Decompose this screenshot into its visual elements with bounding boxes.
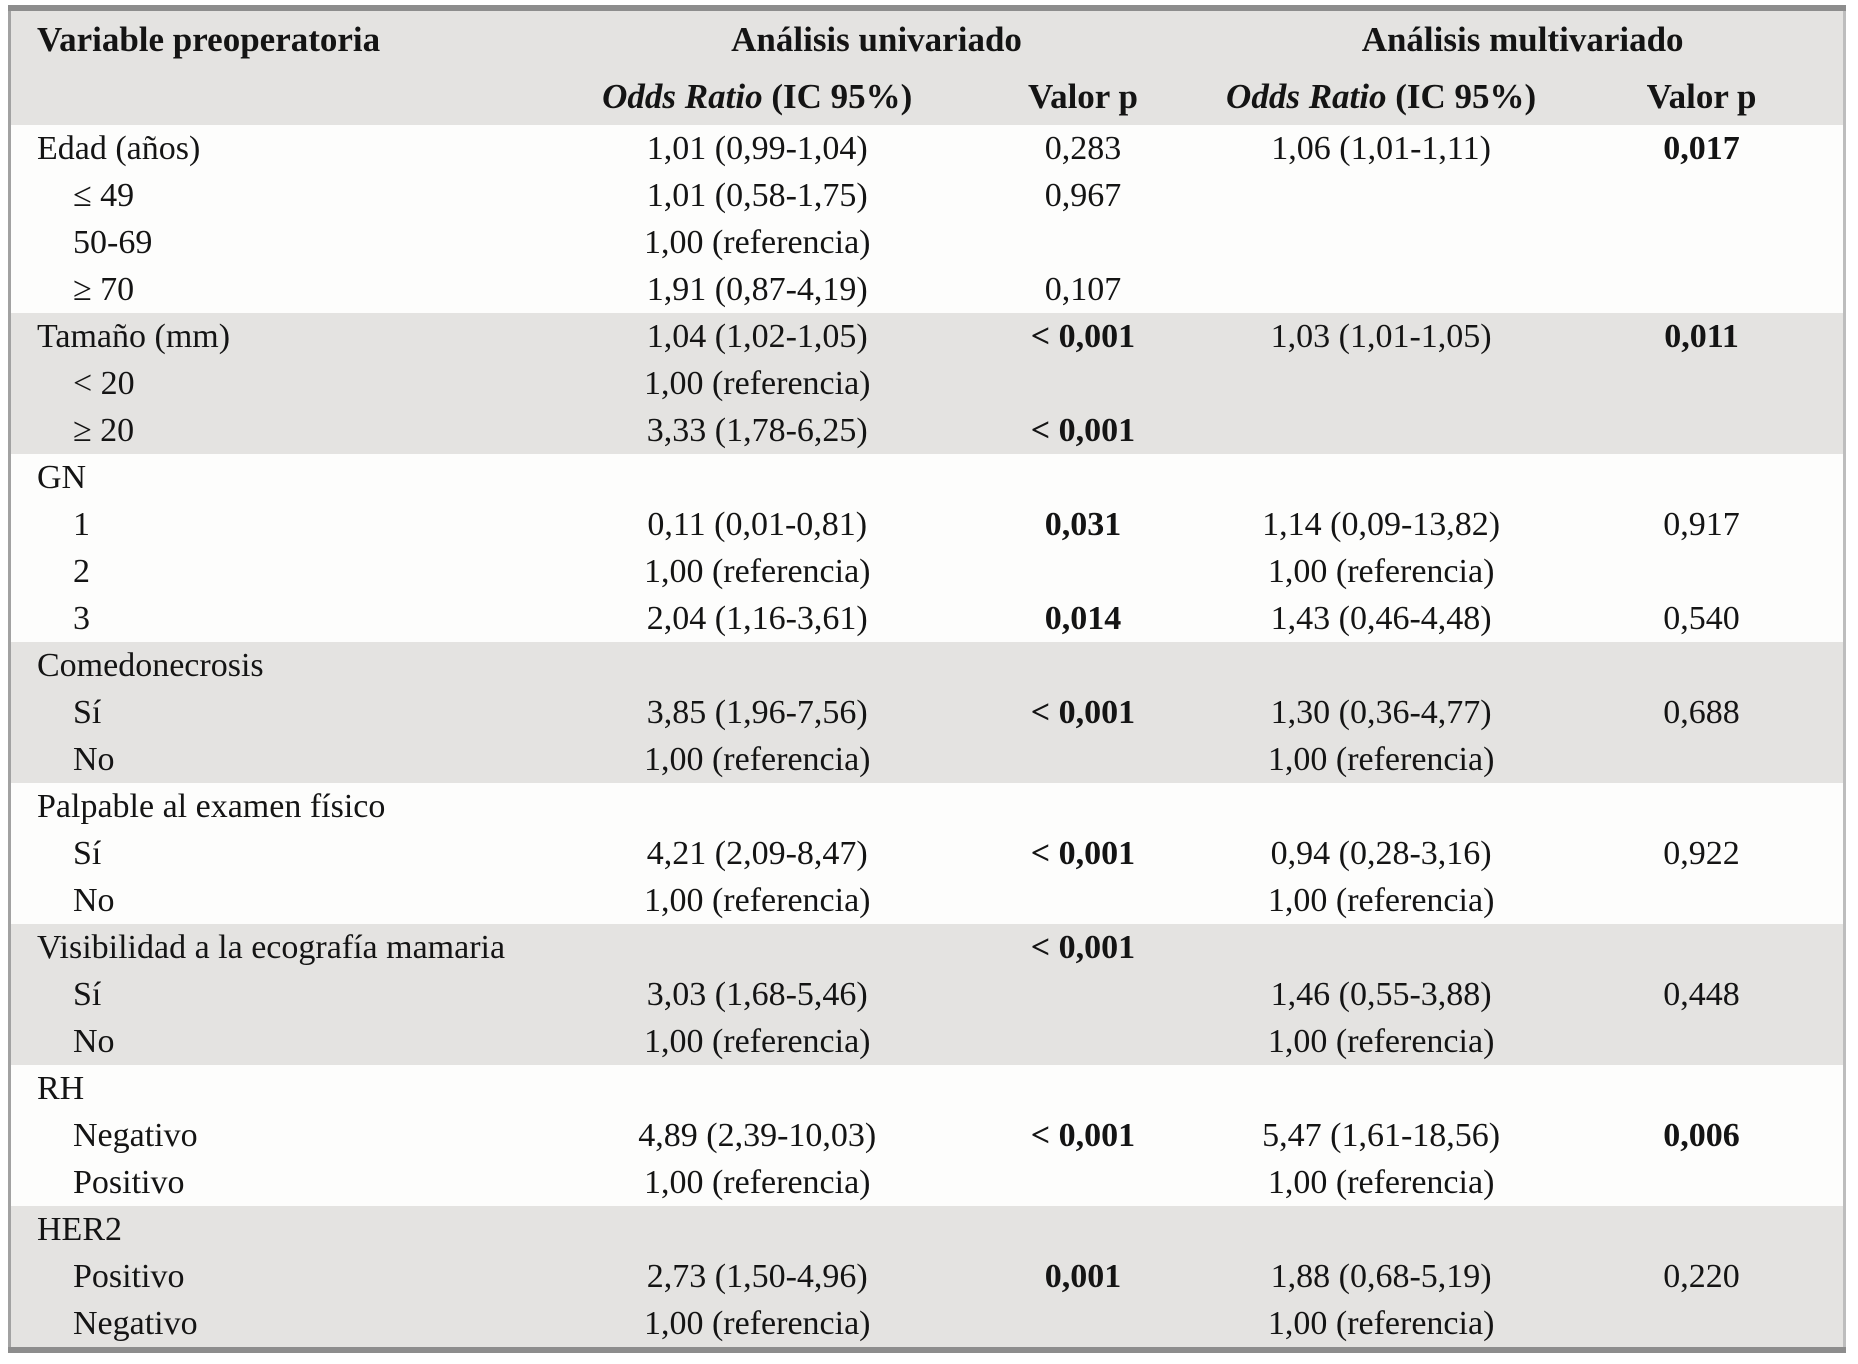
multi-p-value-cell: [1560, 407, 1844, 454]
variable-cell: Negativo: [10, 1300, 551, 1350]
multi-p-value-cell: 0,011: [1560, 313, 1844, 360]
variable-cell: Palpable al examen físico: [10, 783, 551, 830]
uni-p-value-cell: [964, 783, 1203, 830]
uni-p-value-cell: < 0,001: [964, 924, 1203, 971]
uni-p-value-cell: < 0,001: [964, 689, 1203, 736]
variable-cell: ≥ 70: [10, 266, 551, 313]
variable-cell: No: [10, 736, 551, 783]
table-body: [10, 125, 1845, 1350]
uni-p-value-cell: < 0,001: [964, 1112, 1203, 1159]
variable-cell: Edad (años): [10, 125, 551, 172]
multi-p-value-cell: [1560, 454, 1844, 501]
multi-odds-ratio-cell: 1,88 (0,68-5,19): [1202, 1253, 1560, 1300]
uni-odds-ratio-cell: 4,89 (2,39-10,03): [551, 1112, 964, 1159]
table-row: [10, 1253, 1845, 1300]
uni-p-value-cell: 0,967: [964, 172, 1203, 219]
uni-p-value-cell: [964, 454, 1203, 501]
table-row: [10, 1300, 1845, 1350]
multi-odds-ratio-cell: 1,00 (referencia): [1202, 1018, 1560, 1065]
column-header-uni-valor-p: Valor p: [964, 68, 1203, 125]
multi-p-value-cell: [1560, 1300, 1844, 1350]
multi-odds-ratio-cell: 1,14 (0,09-13,82): [1202, 501, 1560, 548]
multi-p-value-cell: [1560, 266, 1844, 313]
variable-cell: Positivo: [10, 1159, 551, 1206]
multi-odds-ratio-cell: [1202, 172, 1560, 219]
uni-odds-ratio-cell: 3,03 (1,68-5,46): [551, 971, 964, 1018]
variable-cell: 3: [10, 595, 551, 642]
uni-p-value-cell: [964, 642, 1203, 689]
variable-cell: Negativo: [10, 1112, 551, 1159]
table-row: [10, 595, 1845, 642]
multi-odds-ratio-cell: 1,00 (referencia): [1202, 736, 1560, 783]
uni-p-value-cell: 0,031: [964, 501, 1203, 548]
multi-p-value-cell: [1560, 219, 1844, 266]
multi-odds-ratio-cell: 1,03 (1,01-1,05): [1202, 313, 1560, 360]
variable-cell: Comedonecrosis: [10, 642, 551, 689]
uni-p-value-cell: [964, 360, 1203, 407]
variable-cell: Tamaño (mm): [10, 313, 551, 360]
uni-p-value-cell: [964, 736, 1203, 783]
multi-p-value-cell: 0,448: [1560, 971, 1844, 1018]
uni-p-value-cell: [964, 1065, 1203, 1112]
uni-p-value-cell: 0,107: [964, 266, 1203, 313]
table-row: [10, 1159, 1845, 1206]
multi-p-value-cell: [1560, 360, 1844, 407]
uni-p-value-cell: [964, 971, 1203, 1018]
uni-odds-ratio-cell: [551, 642, 964, 689]
uni-odds-ratio-cell: 1,91 (0,87-4,19): [551, 266, 964, 313]
table-row: [10, 1206, 1845, 1253]
multi-p-value-cell: [1560, 642, 1844, 689]
variable-cell: No: [10, 877, 551, 924]
variable-cell: No: [10, 1018, 551, 1065]
column-header-multivariate: Análisis multivariado: [1202, 8, 1844, 68]
variable-cell: < 20: [10, 360, 551, 407]
variable-cell: HER2: [10, 1206, 551, 1253]
uni-odds-ratio-cell: 1,00 (referencia): [551, 1018, 964, 1065]
table-row: [10, 971, 1845, 1018]
uni-odds-ratio-cell: 1,00 (referencia): [551, 219, 964, 266]
uni-odds-ratio-cell: 1,01 (0,99-1,04): [551, 125, 964, 172]
uni-odds-ratio-cell: [551, 1206, 964, 1253]
multi-p-value-cell: [1560, 1065, 1844, 1112]
multi-p-value-cell: [1560, 736, 1844, 783]
multi-p-value-cell: 0,006: [1560, 1112, 1844, 1159]
multi-odds-ratio-cell: [1202, 360, 1560, 407]
variable-cell: ≤ 49: [10, 172, 551, 219]
column-header-uni-odds-ratio: [551, 68, 964, 125]
table-row: [10, 1018, 1845, 1065]
table-row: [10, 736, 1845, 783]
table-row: [10, 877, 1845, 924]
multi-odds-ratio-cell: [1202, 924, 1560, 971]
multi-odds-ratio-cell: 1,00 (referencia): [1202, 877, 1560, 924]
multi-p-value-cell: 0,688: [1560, 689, 1844, 736]
uni-odds-ratio-cell: 2,04 (1,16-3,61): [551, 595, 964, 642]
multi-odds-ratio-cell: [1202, 1206, 1560, 1253]
variable-cell: ≥ 20: [10, 407, 551, 454]
table-row: [10, 407, 1845, 454]
uni-p-value-cell: < 0,001: [964, 407, 1203, 454]
uni-p-value-cell: 0,001: [964, 1253, 1203, 1300]
uni-odds-ratio-cell: [551, 924, 964, 971]
uni-odds-ratio-cell: 1,00 (referencia): [551, 1300, 964, 1350]
table-row: [10, 1112, 1845, 1159]
multi-p-value-cell: 0,540: [1560, 595, 1844, 642]
multi-odds-ratio-cell: 5,47 (1,61-18,56): [1202, 1112, 1560, 1159]
uni-p-value-cell: < 0,001: [964, 830, 1203, 877]
multi-p-value-cell: [1560, 783, 1844, 830]
table-row: [10, 266, 1845, 313]
header-row-analysis: [10, 8, 1845, 68]
odds-ratio-label: Odds Ratio: [602, 76, 763, 116]
multi-p-value-cell: 0,017: [1560, 125, 1844, 172]
variable-cell: GN: [10, 454, 551, 501]
table-row: [10, 1065, 1845, 1112]
multi-odds-ratio-cell: 1,00 (referencia): [1202, 1159, 1560, 1206]
table-row: [10, 454, 1845, 501]
table-row: [10, 783, 1845, 830]
multi-p-value-cell: [1560, 548, 1844, 595]
uni-odds-ratio-cell: [551, 783, 964, 830]
multi-p-value-cell: [1560, 877, 1844, 924]
uni-p-value-cell: 0,014: [964, 595, 1203, 642]
odds-ratio-table: [8, 5, 1846, 1353]
table-row: [10, 501, 1845, 548]
multi-odds-ratio-cell: [1202, 783, 1560, 830]
table-row: [10, 125, 1845, 172]
variable-cell: 50-69: [10, 219, 551, 266]
ic95-label: (IC 95%): [1386, 76, 1537, 116]
uni-odds-ratio-cell: 1,00 (referencia): [551, 548, 964, 595]
multi-p-value-cell: 0,922: [1560, 830, 1844, 877]
uni-odds-ratio-cell: 3,33 (1,78-6,25): [551, 407, 964, 454]
uni-odds-ratio-cell: 1,00 (referencia): [551, 736, 964, 783]
variable-cell: Sí: [10, 830, 551, 877]
variable-cell: 2: [10, 548, 551, 595]
column-header-multi-odds-ratio: [1202, 68, 1560, 125]
multi-odds-ratio-cell: 1,00 (referencia): [1202, 548, 1560, 595]
multi-odds-ratio-cell: [1202, 407, 1560, 454]
uni-odds-ratio-cell: 3,85 (1,96-7,56): [551, 689, 964, 736]
multi-odds-ratio-cell: 1,06 (1,01-1,11): [1202, 125, 1560, 172]
table-row: [10, 548, 1845, 595]
uni-p-value-cell: [964, 1206, 1203, 1253]
table-row: [10, 219, 1845, 266]
multi-p-value-cell: [1560, 1018, 1844, 1065]
multi-p-value-cell: [1560, 924, 1844, 971]
uni-odds-ratio-cell: 4,21 (2,09-8,47): [551, 830, 964, 877]
uni-odds-ratio-cell: [551, 454, 964, 501]
uni-odds-ratio-cell: 2,73 (1,50-4,96): [551, 1253, 964, 1300]
multi-odds-ratio-cell: [1202, 454, 1560, 501]
uni-p-value-cell: < 0,001: [964, 313, 1203, 360]
variable-cell: 1: [10, 501, 551, 548]
variable-cell: Sí: [10, 971, 551, 1018]
multi-odds-ratio-cell: [1202, 219, 1560, 266]
header-row-measures: [10, 68, 1845, 125]
uni-p-value-cell: [964, 548, 1203, 595]
variable-cell: RH: [10, 1065, 551, 1112]
table-header: [10, 8, 1845, 125]
column-header-variable: Variable preoperatoria: [10, 8, 551, 68]
multi-p-value-cell: [1560, 1206, 1844, 1253]
column-header-multi-valor-p: Valor p: [1560, 68, 1844, 125]
uni-odds-ratio-cell: [551, 1065, 964, 1112]
multi-odds-ratio-cell: 1,30 (0,36-4,77): [1202, 689, 1560, 736]
uni-p-value-cell: [964, 1018, 1203, 1065]
multi-odds-ratio-cell: [1202, 1065, 1560, 1112]
uni-p-value-cell: [964, 877, 1203, 924]
odds-ratio-label: Odds Ratio: [1226, 76, 1387, 116]
multi-odds-ratio-cell: [1202, 642, 1560, 689]
multi-p-value-cell: 0,220: [1560, 1253, 1844, 1300]
uni-odds-ratio-cell: 1,00 (referencia): [551, 360, 964, 407]
uni-p-value-cell: [964, 219, 1203, 266]
variable-cell: Visibilidad a la ecografía mamaria: [10, 924, 551, 971]
multi-odds-ratio-cell: 0,94 (0,28-3,16): [1202, 830, 1560, 877]
multi-odds-ratio-cell: 1,46 (0,55-3,88): [1202, 971, 1560, 1018]
uni-p-value-cell: 0,283: [964, 125, 1203, 172]
variable-cell: Sí: [10, 689, 551, 736]
uni-odds-ratio-cell: 1,04 (1,02-1,05): [551, 313, 964, 360]
uni-odds-ratio-cell: 0,11 (0,01-0,81): [551, 501, 964, 548]
multi-p-value-cell: 0,917: [1560, 501, 1844, 548]
column-header-univariate: Análisis univariado: [551, 8, 1202, 68]
table-row: [10, 172, 1845, 219]
uni-p-value-cell: [964, 1300, 1203, 1350]
multi-odds-ratio-cell: 1,00 (referencia): [1202, 1300, 1560, 1350]
multi-p-value-cell: [1560, 1159, 1844, 1206]
multi-odds-ratio-cell: 1,43 (0,46-4,48): [1202, 595, 1560, 642]
table-row: [10, 642, 1845, 689]
uni-odds-ratio-cell: 1,00 (referencia): [551, 877, 964, 924]
ic95-label: (IC 95%): [762, 76, 913, 116]
table-row: [10, 830, 1845, 877]
table-row: [10, 689, 1845, 736]
uni-odds-ratio-cell: 1,00 (referencia): [551, 1159, 964, 1206]
multi-odds-ratio-cell: [1202, 266, 1560, 313]
table-row: [10, 313, 1845, 360]
column-header-empty: [10, 68, 551, 125]
uni-odds-ratio-cell: 1,01 (0,58-1,75): [551, 172, 964, 219]
table-row: [10, 924, 1845, 971]
variable-cell: Positivo: [10, 1253, 551, 1300]
uni-p-value-cell: [964, 1159, 1203, 1206]
multi-p-value-cell: [1560, 172, 1844, 219]
table-row: [10, 360, 1845, 407]
